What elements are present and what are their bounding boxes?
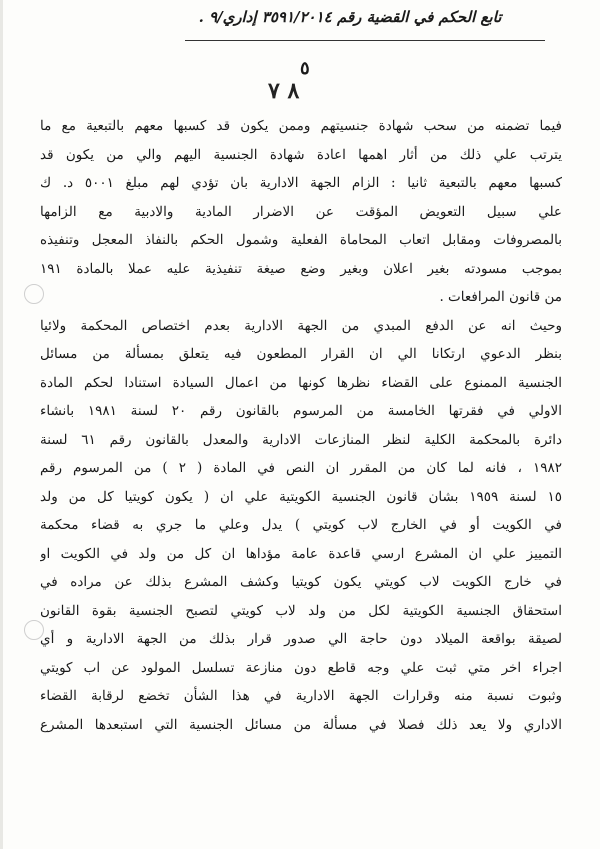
text-line: الاولي في فقرتها الخامسة من المرسوم بالقانون رقم ٢٠ لسنة ١٩٨١ بانشاء [40, 403, 562, 419]
text-line: كسبها معهم بالتبعية ثانيا : الزام الجهة الادارية بان تؤدي لهم مبلغ ٥٠٠١ د. ك [40, 175, 562, 191]
header-underline [185, 40, 545, 41]
text-line: فيما تضمنه من سحب شهادة جنسيتهم وممن يكون قد كسبها معهم بالتبعية مع ما [40, 118, 562, 134]
text-line: بنظر الدعوي ارتكانا الي ان القرار المطعون فيه يتعلق بمسألة من مسائل [40, 346, 562, 362]
text-line: استحقاق الجنسية الكويتية لكل من ولد لاب كويتي لتصبح الجنسية بقوة القانون [40, 602, 562, 619]
text-line: في خارج الكويت لاب كويتي يكون كويتيا وكشف المشرع بذلك عن مراده في [40, 574, 562, 590]
text-line: دائرة بالمحكمة الكلية لنظر المنازعات الادارية والمعدل بالقانون رقم ٦١ لسنة [40, 431, 562, 448]
text-line: علي سبيل التعويض المؤقت عن الاضرار المادية والادبية مع الزامها [40, 203, 562, 220]
handwritten-marks: ٨ ٧ [268, 78, 300, 104]
text-line: بموجب مسودته بغير اعلان وبغير وضع صيغة تنفيذية عليه عملا بالمادة ١٩١ [40, 260, 562, 277]
text-line: لصيقة بواقعة الميلاد دون حاجة الي صدور قرار بذلك من الجهة الادارية و أي [40, 631, 562, 647]
scan-edge [0, 0, 3, 849]
text-line: الاداري ولا يعد ذلك فصلا في مسألة من مسائل الجنسية التي استبعدها المشرع [40, 716, 562, 733]
text-line: ١٥ لسنة ١٩٥٩ بشان قانون الجنسية الكويتية علي ان ( يكون كويتيا كل من ولد [40, 488, 562, 505]
text-line: من قانون المرافعات . [439, 289, 562, 305]
text-line: وحيث انه عن الدفع المبدي من الجهة الادارية بعدم اختصاص المحكمة ولائيا [40, 317, 562, 334]
text-line: اجراء اخر متي ثبت علي وجه قاطع دون منازعة تسلسل المولود عن اب كويتي [40, 659, 562, 676]
text-line: في الكويت أو في الخارج لاب كويتي ) يدل وعلي ما جري به قضاء محكمة [40, 517, 562, 533]
text-line: يترتب علي ذلك من أثار اهمها اعادة شهادة الجنسية اليهم والي من يكون قد [40, 146, 562, 163]
text-line: التمييز علي ان المشرع ارسي قاعدة عامة مؤداها ان كل من ولد في الكويت او [40, 545, 562, 562]
page-number: ٥ [300, 58, 310, 79]
text-line: ١٩٨٢ ، فانه لما كان من المقرر ان النص في المادة ( ٢ ) من المرسوم رقم [40, 460, 562, 476]
judgment-body [40, 112, 562, 739]
text-line: بالمصروفات ومقابل اتعاب المحاماة الفعلية وشمول الحكم بالنفاذ المعجل وتنفيذه [40, 232, 562, 248]
text-line: الجنسية الممنوع على القضاء نظرها كونها من اعمال السيادة استنادا لحكم المادة [40, 374, 562, 391]
text-line: وثبوت نسبة منه وقرارات الجهة الادارية في هذا الشأن تخضع لرقابة القضاء [40, 688, 562, 704]
running-header: تابع الحكم في القضية رقم ٣٥٩١/٢٠١٤ إداري/٩ . [198, 8, 502, 26]
